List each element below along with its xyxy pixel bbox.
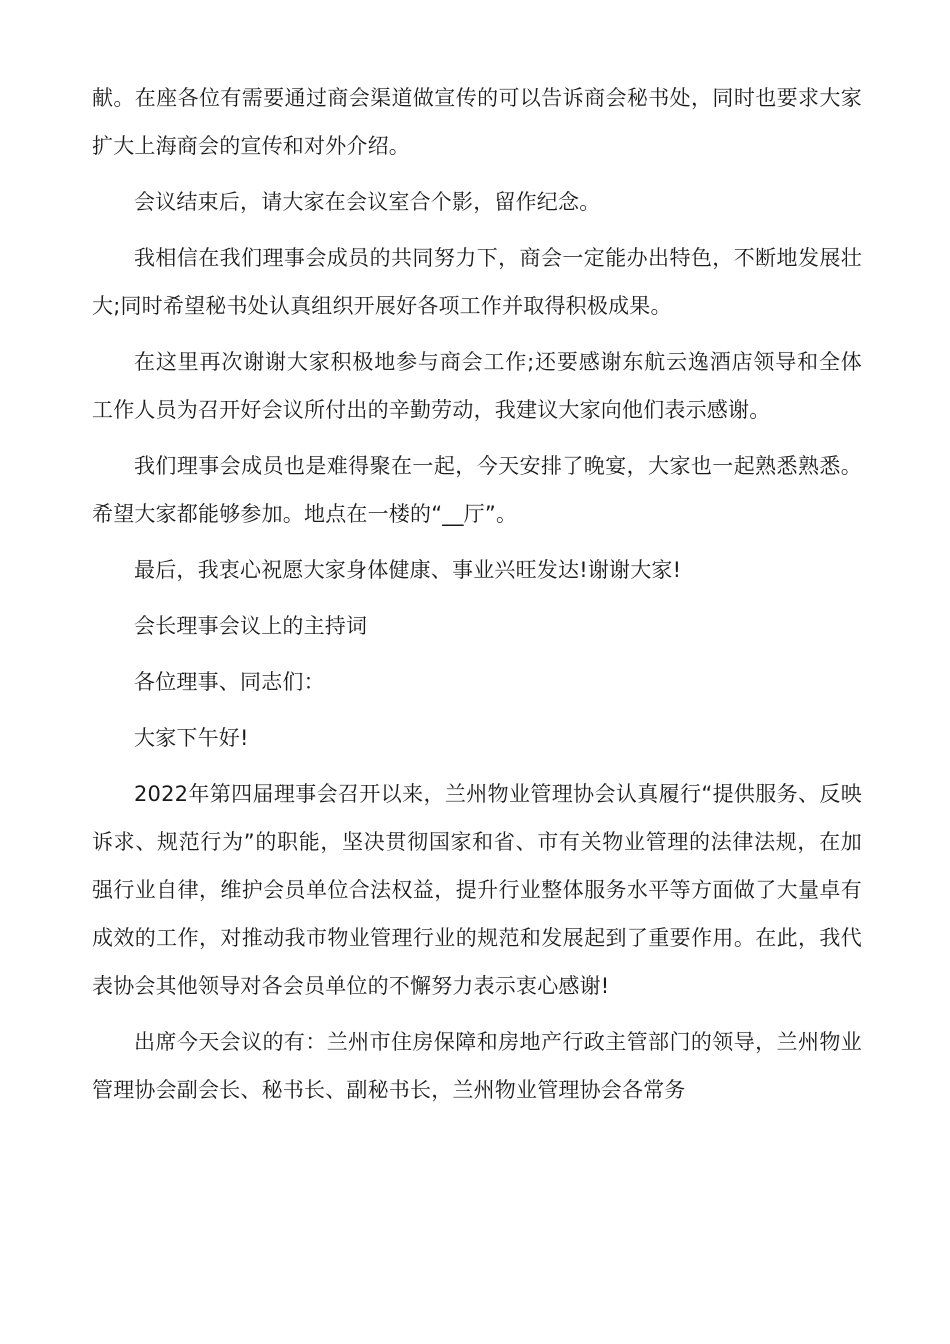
paragraph-continued: 献。在座各位有需要通过商会渠道做宣传的可以告诉商会秘书处，同时也要求大家扩大上海商会的宣传和对外介绍。 — [92, 86, 862, 158]
greeting: 大家下午好! — [134, 726, 249, 750]
paragraph-closing-wishes: 最后，我衷心祝愿大家身体健康、事业兴旺发达!谢谢大家! — [134, 558, 682, 582]
paragraph-group-photo: 会议结束后，请大家在会议室合个影，留作纪念。 — [134, 190, 601, 214]
paragraph-dinner: 我们理事会成员也是难得聚在一起，今天安排了晚宴，大家也一起熟悉熟悉。希望大家都能够参加。地点在一楼的“__厅”。 — [92, 454, 862, 526]
paragraph-belief: 我相信在我们理事会成员的共同努力下，商会一定能办出特色，不断地发展壮大;同时希望秘书处认真组织开展好各项工作并取得积极成果。 — [92, 246, 862, 318]
paragraph-thanks: 在这里再次谢谢大家积极地参与商会工作;还要感谢东航云逸酒店领导和全体工作人员为召开好会议所付出的辛勤劳动，我建议大家向他们表示感谢。 — [92, 350, 862, 422]
section-heading: 会长理事会议上的主持词 — [134, 614, 368, 638]
paragraph-attendees: 出席今天会议的有：兰州市住房保障和房地产行政主管部门的领导，兰州物业管理协会副会长、秘书长、副秘书长，兰州物业管理协会各常务 — [92, 1030, 862, 1102]
salutation: 各位理事、同志们： — [134, 670, 325, 694]
paragraph-association-work: 2022年第四届理事会召开以来，兰州物业管理协会认真履行“提供服务、反映诉求、规范行为”的职能，坚决贯彻国家和省、市有关物业管理的法律法规，在加强行业自律，维护会员单位合法权益，提升行业整体服务水平等方面做了大量卓有成效的工作，对推动我市物业管理行业的规范和发展起到了重要作用。在此，我代表协会其他领导对各会员单位的不懈努力表示衷心感谢! — [92, 782, 862, 998]
document-body — [92, 74, 862, 1122]
